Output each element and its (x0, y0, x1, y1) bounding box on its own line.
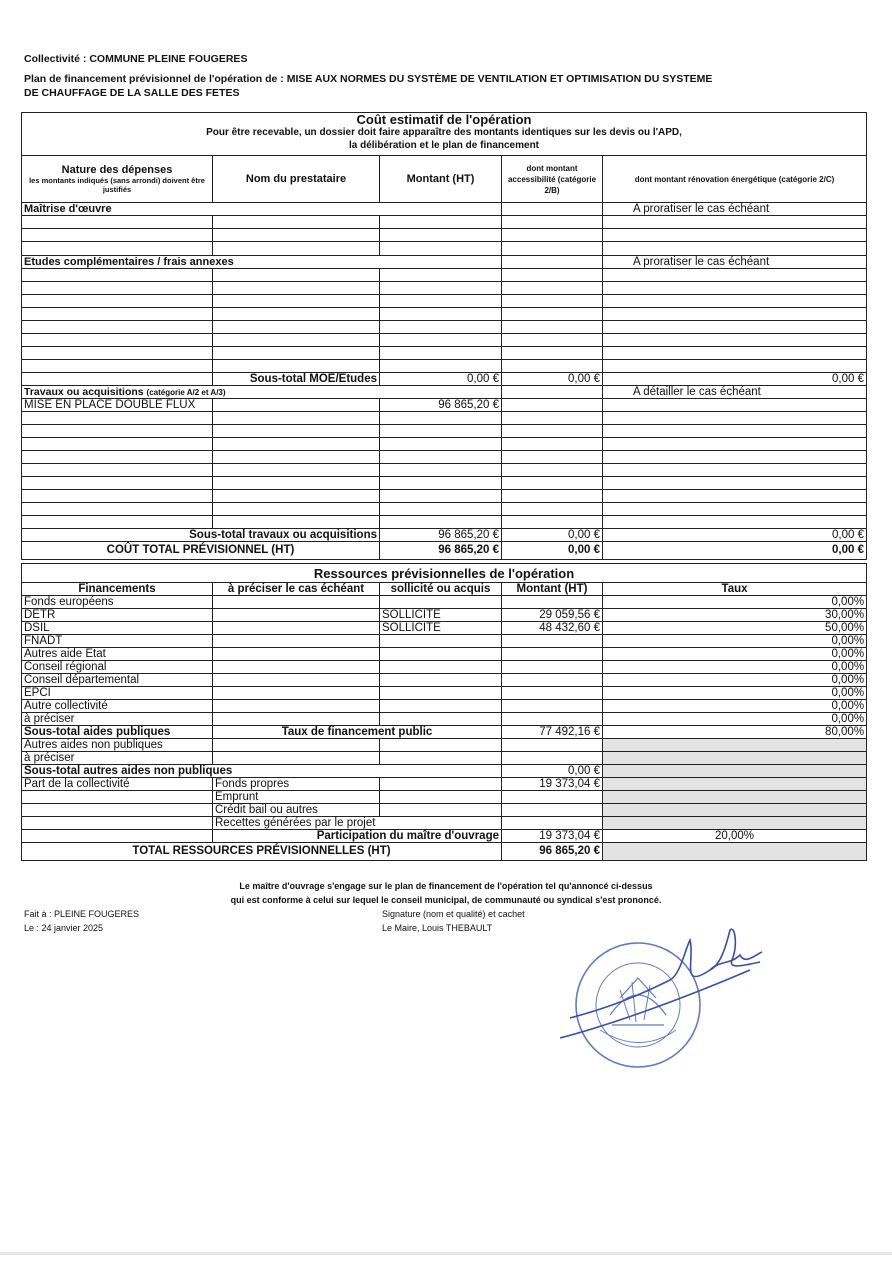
sous-total-moe-montant: 0,00 € (380, 373, 502, 386)
row-status (380, 661, 502, 674)
row-status (380, 687, 502, 700)
row-status (380, 596, 502, 609)
sous-total-moe-renov: 0,00 € (603, 373, 867, 386)
engagement-line1: Le maître d'ouvrage s'engage sur le plan de financement de l'opération tel qu'annoncé ci-dessus (239, 881, 653, 891)
col-financements: Financements (22, 583, 213, 596)
row-montant (502, 700, 603, 713)
moe-proratiser: A proratiser le cas échéant (603, 203, 867, 216)
resources-table (21, 563, 867, 861)
sous-total-moe-label: Sous-total MOE/Études (213, 373, 380, 386)
table-row (22, 713, 867, 726)
row-montant (502, 674, 603, 687)
row-montant (502, 648, 603, 661)
row-taux: 0,00% (603, 635, 867, 648)
row-montant: 29 059,56 € (502, 609, 603, 622)
fonds-propres-montant: 19 373,04 € (502, 778, 603, 791)
row-status: SOLLICITE (380, 622, 502, 635)
row-name: DSIL (22, 622, 213, 635)
credit-bail-label: Crédit bail ou autres (213, 804, 380, 817)
row-taux: 0,00% (603, 700, 867, 713)
row-name: Fonds européens (22, 596, 213, 609)
cost-subtitle-2: la délibération et le plan de financement (348, 140, 540, 151)
emprunt-label: Emprunt (213, 791, 380, 804)
row-taux: 0,00% (603, 687, 867, 700)
cost-title-cell (22, 113, 867, 156)
col-nature-header (22, 156, 213, 203)
row-status (380, 713, 502, 726)
sous-total-pub-montant: 77 492,16 € (502, 726, 603, 739)
row-name: Conseil régional (22, 661, 213, 674)
sous-total-pub-label: Sous-total aides publiques (22, 726, 213, 739)
date-line: Le : 24 janvier 2025 (24, 923, 104, 933)
recettes-label: Recettes générées par le projet (213, 817, 502, 830)
row-name: FNADT (22, 635, 213, 648)
row-montant: 48 432,60 € (502, 622, 603, 635)
row-montant (502, 713, 603, 726)
row-status (380, 648, 502, 661)
col-access-header: dont montant accessibilité (catégorie 2/B) (502, 156, 603, 203)
row-taux: 0,00% (603, 596, 867, 609)
col-montant: Montant (HT) (502, 583, 603, 596)
table-row (22, 648, 867, 661)
row-taux: 0,00% (603, 713, 867, 726)
signature-scribble (560, 929, 762, 1038)
total-ressources-montant: 96 865,20 € (502, 843, 603, 861)
travaux-category: (catégorie A/2 et A/3) (146, 388, 226, 397)
sous-total-autres-montant: 0,00 € (502, 765, 603, 778)
col-montant-header: Montant (HT) (380, 156, 502, 203)
a-preciser-label: à préciser (22, 752, 213, 765)
row-name: Conseil départemental (22, 674, 213, 687)
travaux-detailler: A détailler le cas échéant (603, 386, 867, 399)
autres-aides-label: Autres aides non publiques (22, 739, 213, 752)
row-taux: 0,00% (603, 648, 867, 661)
sous-total-moe-access: 0,00 € (502, 373, 603, 386)
table-row (22, 700, 867, 713)
row-status (380, 635, 502, 648)
sous-total-pub-taux: 80,00% (603, 726, 867, 739)
row-taux: 30,00% (603, 609, 867, 622)
cost-subtitle-1: Pour être recevable, un dossier doit faire apparaître des montants identiques sur les devis ou l'APD, (206, 127, 682, 138)
col-renov-header: dont montant rénovation énergétique (catégorie 2/C) (603, 156, 867, 203)
row-status (380, 700, 502, 713)
row-name: EPCI (22, 687, 213, 700)
fonds-propres-label: Fonds propres (213, 778, 380, 791)
mairie-stamp-signature (560, 920, 780, 1070)
cout-total-label: COÛT TOTAL PRÉVISIONNEL (HT) (22, 542, 380, 560)
plan-title-line1: Plan de financement prévisionnel de l'opération de : MISE AUX NORMES DU SYSTÈME DE VENTILATION ET OPTIMISATION DU SYSTEME (24, 73, 713, 85)
travaux-item-montant: 96 865,20 € (380, 399, 502, 412)
row-name: DETR (22, 609, 213, 622)
table-row (22, 674, 867, 687)
table-row (22, 596, 867, 609)
sous-total-travaux-label: Sous-total travaux ou acquisitions (22, 529, 380, 542)
row-montant (502, 661, 603, 674)
sous-total-travaux-access: 0,00 € (502, 529, 603, 542)
plan-title-line2: DE CHAUFFAGE DE LA SALLE DES FETES (24, 87, 240, 99)
col-a-preciser: à préciser le cas échéant (213, 583, 380, 596)
page-bottom-edge (0, 1252, 892, 1255)
cost-table (21, 112, 867, 560)
signature-label: Signature (nom et qualité) et cachet (382, 909, 525, 919)
sous-total-autres-label: Sous-total autres aides non publiques (22, 765, 502, 778)
travaux-item-name: MISE EN PLACE DOUBLE FLUX (22, 399, 213, 412)
travaux-label (22, 386, 502, 399)
fait-a: Fait à : PLEINE FOUGERES (24, 909, 140, 919)
sous-total-travaux-montant: 96 865,20 € (380, 529, 502, 542)
table-row (22, 687, 867, 700)
col-nature-note: les montants indiqués (sans arrondi) doivent être justifiés (29, 175, 205, 194)
row-status: SOLLICITE (380, 609, 502, 622)
participation-montant: 19 373,04 € (502, 830, 603, 843)
cout-total-montant: 96 865,20 € (380, 542, 502, 560)
row-taux: 0,00% (603, 674, 867, 687)
col-sollicite: sollicité ou acquis (380, 583, 502, 596)
travaux-title: Travaux ou acquisitions (24, 386, 144, 398)
row-taux: 50,00% (603, 622, 867, 635)
sous-total-travaux-renov: 0,00 € (603, 529, 867, 542)
engagement-line2: qui est conforme à celui sur lequel le conseil municipal, de communauté ou syndical s'est prononcé. (230, 895, 662, 905)
row-montant (502, 687, 603, 700)
table-row (22, 661, 867, 674)
cost-title: Coût estimatif de l'opération (356, 112, 532, 127)
table-row (22, 622, 867, 635)
row-taux: 0,00% (603, 661, 867, 674)
cout-total-renov: 0,00 € (603, 542, 867, 560)
row-name: Autres aide Etat (22, 648, 213, 661)
row-name: Autre collectivité (22, 700, 213, 713)
etudes-proratiser: A proratiser le cas échéant (603, 256, 867, 269)
row-montant (502, 596, 603, 609)
participation-taux: 20,00% (603, 830, 867, 843)
row-montant (502, 635, 603, 648)
total-ressources-label: TOTAL RESSOURCES PRÉVISIONNELLES (HT) (22, 843, 502, 861)
resources-title: Ressources prévisionnelles de l'opération (22, 564, 867, 583)
col-taux: Taux (603, 583, 867, 596)
taux-fin-pub-label: Taux de financement public (213, 726, 502, 739)
col-nature-title: Nature des dépenses (61, 163, 173, 176)
collectivite-line: Collectivité : COMMUNE PLEINE FOUGERES (24, 53, 248, 65)
table-row (22, 609, 867, 622)
row-name: à préciser (22, 713, 213, 726)
cout-total-access: 0,00 € (502, 542, 603, 560)
etudes-label: Etudes complémentaires / frais annexes (22, 256, 502, 269)
row-status (380, 674, 502, 687)
part-collectivite-label: Part de la collectivité (22, 778, 213, 791)
maire-name: Le Maire, Louis THEBAULT (382, 923, 493, 933)
moe-label: Maîtrise d'œuvre (22, 203, 502, 216)
participation-label: Participation du maître d'ouvrage (213, 830, 502, 843)
table-row (22, 635, 867, 648)
col-prestataire-header: Nom du prestataire (213, 156, 380, 203)
